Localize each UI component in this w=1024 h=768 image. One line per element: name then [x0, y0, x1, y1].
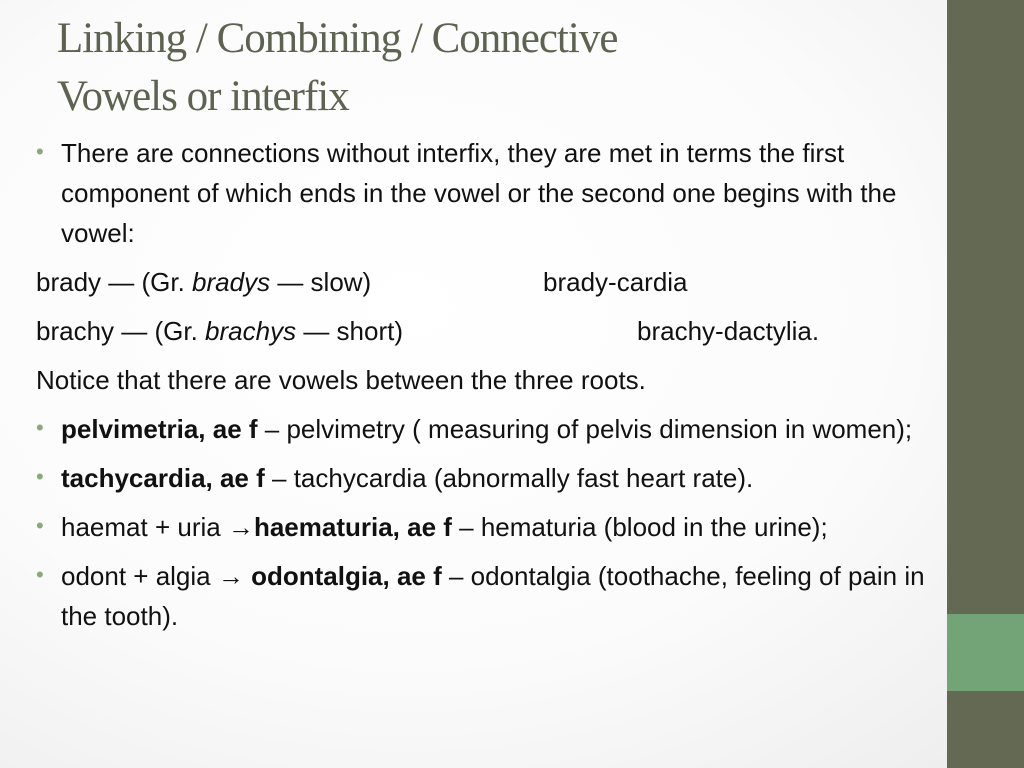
- bullet-icon: •: [36, 513, 44, 538]
- term-prefix: haemat + uria →: [61, 512, 254, 542]
- example-post: — short): [296, 316, 404, 346]
- side-accent-block: [947, 614, 1024, 691]
- term-prefix: odont + algia →: [61, 561, 252, 591]
- intro-text: There are connections without interfix, they are met in terms the first component of which ends in the vowel or the second one begins with the vowel:: [61, 138, 897, 248]
- example-result: brachy-dactylia.: [637, 316, 820, 346]
- term-name: odontalgia, ae f: [251, 561, 442, 591]
- term-definition: – hematuria (blood in the urine);: [451, 512, 828, 542]
- bullet-term-pelvimetria: [36, 409, 936, 449]
- term-definition: – pelvimetry ( measuring of pelvis dimension in women);: [257, 414, 913, 444]
- slide-body: [36, 133, 936, 645]
- example-post: — slow): [270, 267, 372, 297]
- bullet-icon: •: [36, 464, 44, 489]
- bullet-term-haematuria: [36, 507, 936, 547]
- bullet-term-tachycardia: [36, 458, 936, 498]
- term-name: tachycardia, ae f: [61, 463, 265, 493]
- slide-title: [57, 10, 927, 126]
- term-name: haematuria, ae f: [253, 512, 452, 542]
- term-name: pelvimetria, ae f: [61, 414, 258, 444]
- example-result: brady-cardia: [543, 267, 688, 297]
- example-row-brachy: [36, 311, 936, 351]
- bullet-icon: •: [36, 415, 44, 440]
- notice-line: Notice that there are vowels between the three roots.: [36, 365, 646, 395]
- slide-title-line-1: Linking / Combining / Connective: [57, 15, 618, 62]
- example-greek-word: bradys: [192, 267, 271, 297]
- example-row-brady: [36, 262, 936, 302]
- example-pre: brady — (Gr.: [36, 267, 193, 297]
- bullet-icon: •: [36, 562, 44, 587]
- bullet-intro: [36, 133, 936, 253]
- example-greek-word: brachys: [205, 316, 297, 346]
- term-definition: – tachycardia (abnormally fast heart rate).: [264, 463, 754, 493]
- example-pre: brachy — (Gr.: [36, 316, 206, 346]
- slide-title-line-2: Vowels or interfix: [57, 73, 349, 120]
- term-definition: – odontalgia (toothache, feeling of pain in the tooth).: [61, 561, 925, 631]
- bullet-term-odontalgia: [36, 556, 936, 636]
- bullet-icon: •: [36, 139, 44, 164]
